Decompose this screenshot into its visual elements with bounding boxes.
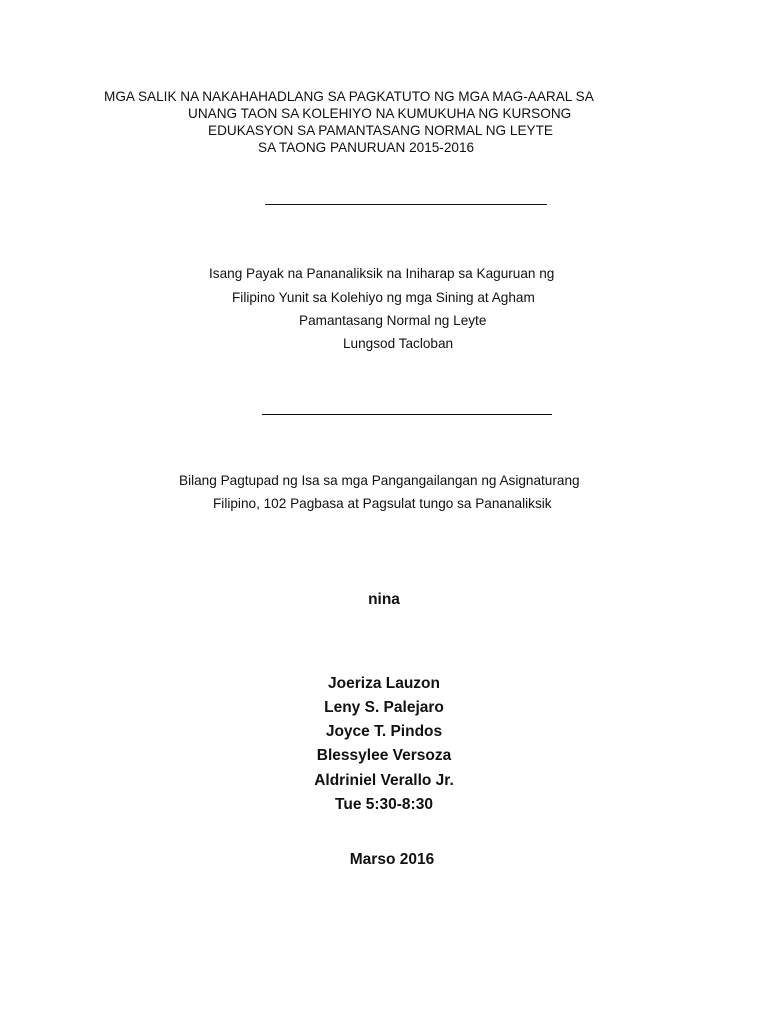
submission-line-1: Isang Payak na Pananaliksik na Iniharap sa Kaguruan ng bbox=[209, 266, 555, 281]
by-label: nina bbox=[368, 591, 400, 608]
author-name: Leny S. Palejaro bbox=[324, 699, 444, 716]
title-line-2: UNANG TAON SA KOLEHIYO NA KUMUKUHA NG KURSONG bbox=[188, 106, 572, 121]
title-line-1: MGA SALIK NA NAKAHAHADLANG SA PAGKATUTO NG MGA MAG-AARAL SA bbox=[104, 89, 594, 104]
requirement-line-2: Filipino, 102 Pagbasa at Pagsulat tungo sa Pananaliksik bbox=[213, 496, 552, 511]
divider-line-1 bbox=[265, 204, 547, 205]
submission-date: Marso 2016 bbox=[349, 851, 435, 868]
author-name: Joyce T. Pindos bbox=[325, 723, 443, 740]
class-schedule: Tue 5:30-8:30 bbox=[335, 796, 433, 813]
author-name: Blessylee Versoza bbox=[316, 747, 452, 764]
title-line-4: SA TAONG PANURUAN 2015-2016 bbox=[258, 140, 475, 155]
requirement-line-1: Bilang Pagtupad ng Isa sa mga Pangangailangan ng Asignaturang bbox=[179, 473, 580, 488]
submission-line-4: Lungsod Tacloban bbox=[343, 336, 454, 351]
title-line-3: EDUKASYON SA PAMANTASANG NORMAL NG LEYTE bbox=[208, 123, 553, 138]
author-name: Joeriza Lauzon bbox=[328, 675, 440, 692]
submission-line-3: Pamantasang Normal ng Leyte bbox=[299, 313, 487, 328]
submission-line-2: Filipino Yunit sa Kolehiyo ng mga Sining at Agham bbox=[232, 290, 535, 305]
divider-line-2 bbox=[262, 414, 552, 415]
author-name: Aldriniel Verallo Jr. bbox=[314, 772, 454, 789]
